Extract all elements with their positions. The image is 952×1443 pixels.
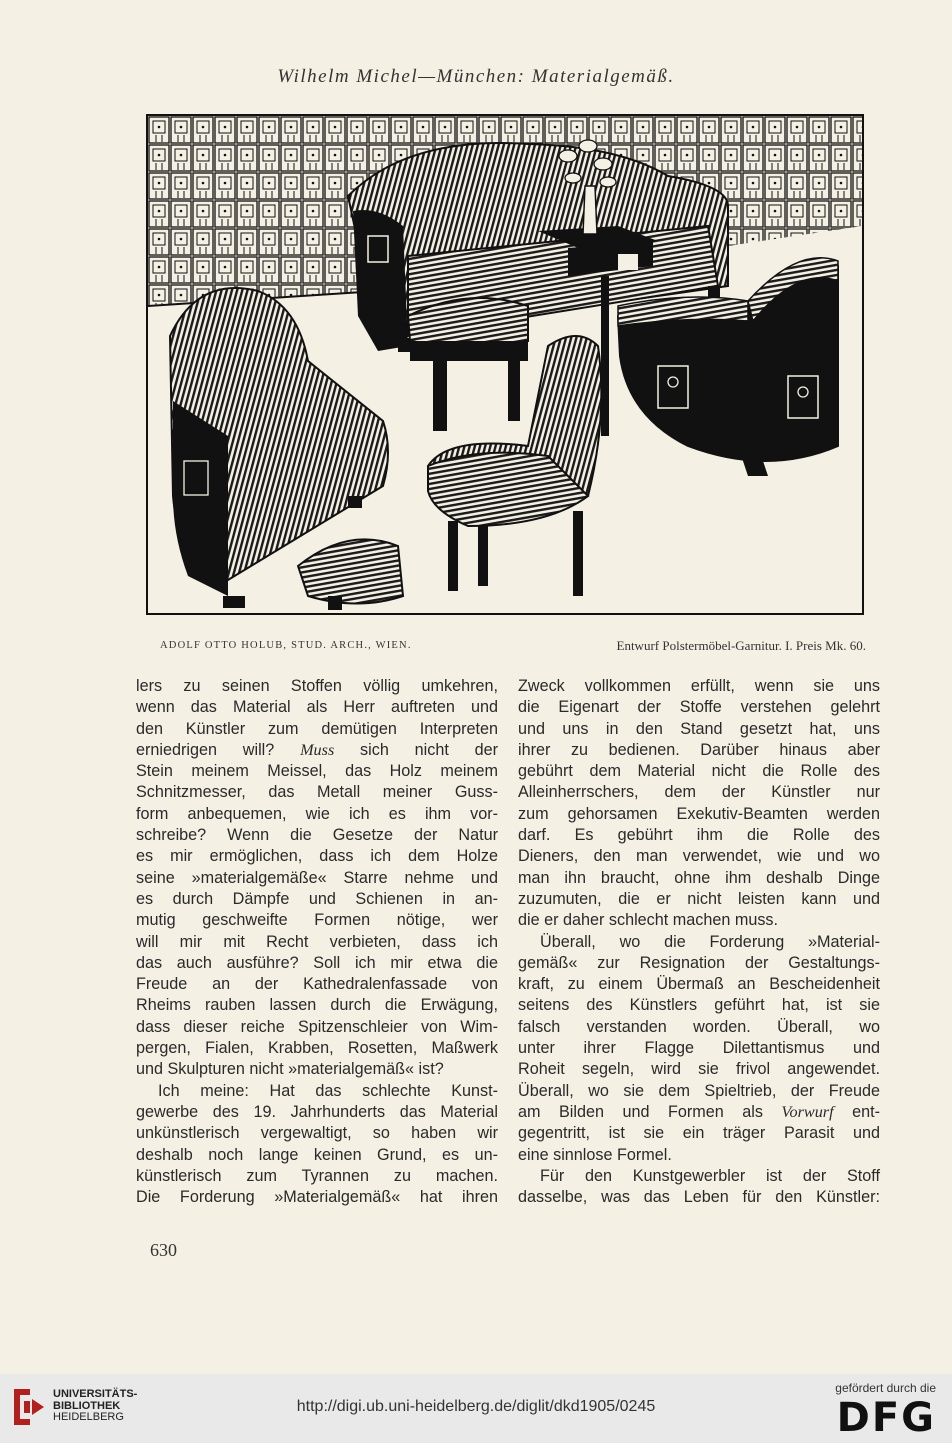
text-line: Rheims rauben lassen durch die Erwägung, — [136, 996, 498, 1015]
text-line: falsch verstanden worden. Überall, wo — [518, 1017, 880, 1036]
text-line: gewerbe des 19. Jahrhunderts das Material — [136, 1102, 498, 1121]
text-line: schreibe? Wenn die Gesetze der Natur — [136, 826, 498, 845]
page-number: 630 — [150, 1240, 177, 1260]
text-line: unter ihrer Flagge Dilettantismus und — [518, 1039, 880, 1058]
text-line: will mir mit Recht verbieten, dass ich — [136, 932, 498, 951]
text-line: gegentritt, ist sie ein träger Parasit und — [518, 1124, 880, 1143]
text-line: darf. Es gebührt ihm die Rolle des — [518, 826, 880, 845]
text-line: Stein meinem Meissel, das Holz meinem — [136, 762, 498, 781]
library-line-3: HEIDELBERG — [53, 1411, 124, 1423]
text-line: zuzumuten, die er nicht leisten kann und — [518, 889, 880, 908]
text-line: wenn das Material als Herr auftreten und — [136, 698, 498, 717]
text-line: mutig geschweifte Formen nötige, wer — [136, 911, 498, 930]
text-line: ihrer zu bedienen. Darüber hinaus aber — [518, 740, 880, 759]
funded-by-label: gefördert durch die — [835, 1381, 936, 1395]
text-line: Dieners, den man verwendet, wie und wo — [518, 847, 880, 866]
text-line: es durch Dämpfe und Schienen in an- — [136, 889, 498, 908]
text-line: Ich meine: Hat das schlechte Kunst- — [158, 1081, 498, 1100]
library-line-2: BIBLIOTHEK — [53, 1399, 121, 1412]
text-line: das auch ausführe? Soll ich mir etwa die — [136, 953, 498, 972]
text-line: Die Forderung »Materialgemäß« hat ihren — [136, 1188, 498, 1207]
text-line: deshalb noch lange keinen Grund, es un- — [136, 1145, 498, 1164]
text-line: zum gehorsamen Exekutiv-Beamten werden — [518, 804, 880, 823]
text-line: und uns in den Stand gesetzt hat, uns — [518, 719, 880, 738]
text-line: Für den Kunstgewerbler ist der Stoff — [540, 1166, 880, 1185]
permalink-url[interactable]: http://digi.ub.uni-heidelberg.de/diglit/dkd1905/0245 — [296, 1398, 656, 1415]
text-column-right — [518, 676, 880, 1208]
figure-credit: ADOLF OTTO HOLUB, STUD. ARCH., WIEN. — [160, 640, 412, 651]
text-line: Roheit segeln, wird sie frivol angewendet. — [518, 1060, 880, 1079]
text-line: gebührt dem Material nicht die Rolle des — [518, 762, 880, 781]
furniture-illustration — [146, 114, 864, 615]
dfg-logo[interactable]: DFG — [836, 1395, 936, 1441]
text-line: Alleinherrschers, dem der Künstler nur — [518, 783, 880, 802]
text-line: den Künstler zum demütigen Interpreten — [136, 719, 498, 738]
text-line: man ihn braucht, ohne ihm deshalb Dinge — [518, 868, 880, 887]
figure-caption: Entwurf Polstermöbel-Garnitur. I. Preis Mk. 60. — [616, 638, 866, 653]
text-line: künstlerisch zum Tyrannen zu machen. — [136, 1166, 498, 1185]
text-line: kraft, zu einem Übermaß an Bescheidenheit — [518, 975, 880, 994]
text-line: unkünstlerisch vergewaltigt, so haben wir — [136, 1124, 498, 1143]
running-head: Wilhelm Michel—München: Materialgemäß. — [277, 66, 675, 87]
text-line: die Eigenart der Stoffe verstehen gelehrt — [518, 698, 880, 717]
text-line: Schnitzmesser, das Metall meiner Guss- — [136, 783, 498, 802]
library-line-1: UNIVERSITÄTS- — [53, 1388, 138, 1400]
text-line: am Bilden und Formen als Vorwurf ent- — [518, 1102, 881, 1121]
text-line: pergen, Fialen, Krabben, Rosetten, Maßwerk — [136, 1039, 498, 1058]
text-line: es mir ermöglichen, dass ich dem Holze — [136, 847, 498, 866]
text-line: eine sinnlose Formel. — [518, 1145, 672, 1164]
text-column-left — [136, 676, 498, 1208]
text-line: seine »materialgemäße« Starre nehme und — [136, 868, 498, 887]
text-line: dass dieser reiche Spitzenschleier von Wim- — [136, 1017, 498, 1036]
text-line: die er daher schlecht machen muss. — [518, 911, 779, 930]
text-line: Überall, wo sie dem Spieltrieb, der Freude — [518, 1081, 880, 1100]
text-line: Zweck vollkommen erfüllt, wenn sie uns — [518, 677, 880, 695]
text-line: erniedrigen will? Muss sich nicht der — [136, 740, 498, 759]
text-line: gemäß« zur Resignation der Gestaltungs- — [518, 953, 880, 972]
text-line: form anbequemen, wie ich es ihm vor- — [136, 804, 498, 823]
text-line: seitens des Künstlers geführt hat, ist sie — [518, 996, 880, 1015]
text-line: lers zu seinen Stoffen völlig umkehren, — [136, 677, 498, 695]
text-line: und Skulpturen nicht »materialgemäß« ist? — [136, 1060, 444, 1079]
text-line: Freude an der Kathedralenfassade von — [136, 975, 498, 994]
text-line: dasselbe, was das Leben für den Künstler: — [518, 1188, 880, 1207]
text-line: Überall, wo die Forderung »Material- — [540, 932, 880, 951]
